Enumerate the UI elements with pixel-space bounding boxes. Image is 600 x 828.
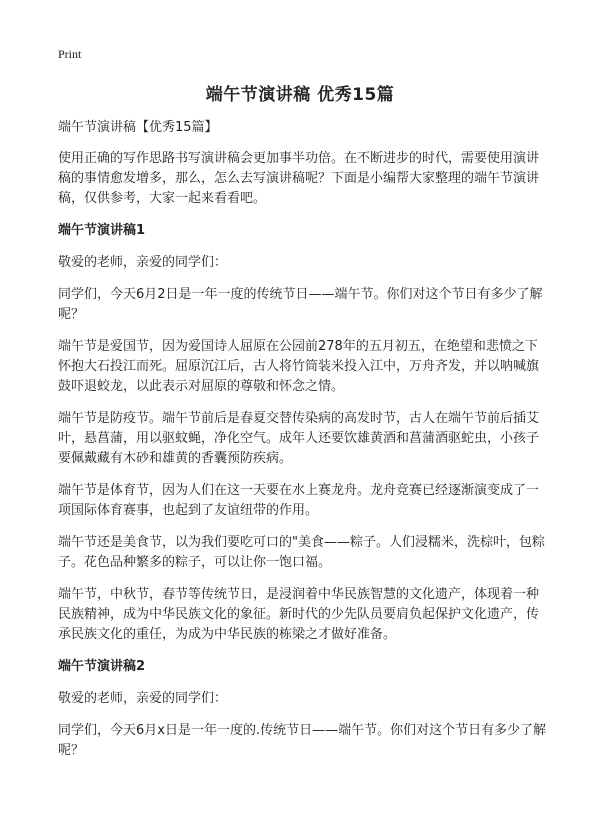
speech-section-1	[58, 221, 548, 645]
intro-paragraph: 使用正确的写作思路书写演讲稿会更加事半功倍。在不断进步的时代，需要使用演讲稿的事情愈发增多，那么，怎么去写演讲稿呢？下面是小编帮大家整理的端午节演讲稿，仅供参考，大家一起来看看吧。	[58, 151, 540, 206]
article-body	[58, 118, 548, 773]
article-subtitle: 端午节演讲稿【优秀15篇】	[58, 120, 218, 135]
paragraph: 端午节还是美食节，以为我们要吃可口的"美食——粽子。人们浸糯米，洗棕叶，包粽子。花色品种繁多的粽子，可以让你一饱口福。	[58, 535, 545, 570]
page-title: 端午节演讲稿 优秀15篇	[205, 85, 395, 105]
paragraph: 端午节是爱国节，因为爱国诗人屈原在公园前278年的五月初五，在绝望和悲愤之下怀抱大石投江而死。屈原沉江后，古人将竹筒装米投入江中，万舟齐发，并以呐喊旗鼓吓退蛟龙，以此表示对屈原的尊敬和怀念之情。	[58, 339, 540, 394]
section-heading: 端午节演讲稿2	[58, 659, 146, 674]
paragraph: 端午节是防疫节。端午节前后是春夏交替传染病的高发时节，古人在端午节前后插艾叶，悬菖蒲，用以驱蚊蝇，净化空气。成年人还要饮雄黄酒和菖蒲酒驱蛇虫，小孩子要佩戴藏有木砂和雄黄的香囊预防疾病。	[58, 411, 540, 466]
paragraph: 敬爱的老师，亲爱的同学们：	[58, 691, 228, 706]
paragraph: 同学们，今天6月x日是一年一度的.传统节日——端午节。你们对这个节日有多少了解呢？	[58, 723, 547, 758]
speech-section-2	[58, 657, 548, 761]
paragraph: 敬爱的老师，亲爱的同学们：	[58, 255, 228, 270]
section-heading: 端午节演讲稿1	[58, 223, 146, 238]
print-link[interactable]: Print	[58, 47, 82, 61]
paragraph: 端午节，中秋节，春节等传统节日，是浸润着中华民族智慧的文化遗产，体现着一种民族精神，成为中华民族文化的象征。新时代的少先队员要肩负起保护文化遗产，传承民族文化的重任，为成为中华民族的栋梁之才做好准备。	[58, 587, 540, 642]
paragraph: 端午节是体育节，因为人们在这一天要在水上赛龙舟。龙舟竞赛已经逐渐演变成了一项国际体育赛事，也起到了友谊纽带的作用。	[58, 483, 540, 518]
paragraph: 同学们，今天6月2日是一年一度的传统节日——端午节。你们对这个节日有多少了解呢？	[58, 287, 543, 322]
